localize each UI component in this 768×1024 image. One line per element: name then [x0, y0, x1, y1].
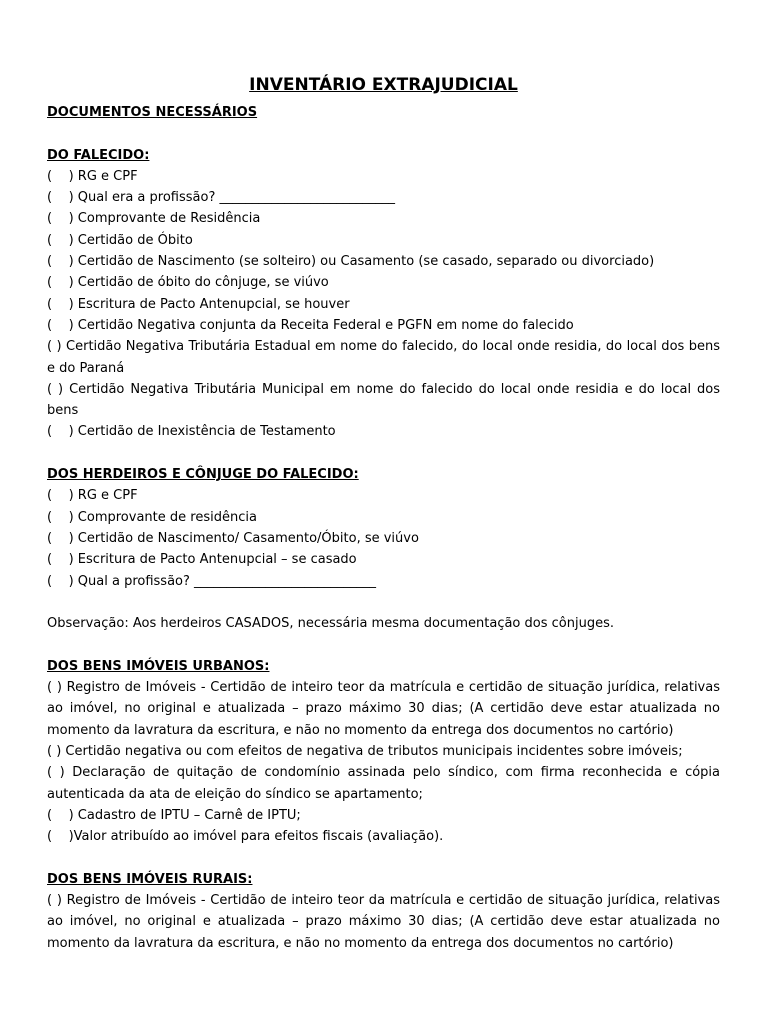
checklist-item: ( ) Certidão Negativa Tributária Municipal em nome do falecido do local onde residia e do local dos bens	[47, 381, 720, 419]
checklist-item: ( ) RG e CPF	[47, 488, 138, 504]
checklist-item: ( ) Certidão Negativa conjunta da Receita Federal e PGFN em nome do falecido	[47, 317, 574, 333]
checklist-item: ( ) Certidão de óbito do cônjuge, se viúvo	[47, 275, 329, 291]
checklist-item: ( ) Comprovante de residência	[47, 509, 257, 525]
checklist-item: ( ) Declaração de quitação de condomínio assinada pelo síndico, com firma reconhecida e cópia autenticada da ata de eleição do síndico se apartamento;	[47, 765, 720, 802]
checklist-item: ( ) Registro de Imóveis - Certidão de inteiro teor da matrícula e certidão de situação jurídica, relativas ao imóvel, no original e atualizada – prazo máximo 30 dias; (A certidão deve estar atualizada no momento da lavratura da escritura, e não no momento da entrega dos documentos no cartório)	[47, 680, 720, 738]
checklist-item: ( ) Qual a profissão? ____________________________	[47, 573, 377, 589]
checklist-item: ( ) RG e CPF	[47, 168, 138, 184]
section-heading: DOS HERDEIROS E CÔNJUGE DO FALECIDO:	[47, 467, 359, 483]
checklist-item: ( ) Certidão de Nascimento/ Casamento/Óbito, se viúvo	[47, 530, 419, 546]
checklist-item: ( ) Certidão Negativa Tributária Estadual em nome do falecido, do local onde residia, do local dos bens e do Paraná	[47, 339, 720, 376]
section-heading: DO FALECIDO:	[47, 147, 150, 163]
checklist-item: ( ) Registro de Imóveis - Certidão de inteiro teor da matrícula e certidão de situação jurídica, relativas ao imóvel, no original e atualizada – prazo máximo 30 dias; (A certidão deve estar atualizada no momento da lavratura da escritura, e não no momento da entrega dos documentos no cartório)	[47, 892, 720, 951]
spacer	[47, 634, 720, 655]
checklist-item: ( ) Comprovante de Residência	[47, 211, 261, 227]
spacer	[47, 123, 720, 144]
document-title: INVENTÁRIO EXTRAJUDICIAL	[249, 75, 518, 95]
checklist-item: ( ) Escritura de Pacto Antenupcial, se houver	[47, 296, 350, 312]
checklist-item: ( )Valor atribuído ao imóvel para efeitos fiscais (avaliação).	[47, 829, 444, 845]
spacer	[47, 443, 720, 464]
checklist-item: ( ) Certidão de Óbito	[47, 232, 193, 248]
spacer	[47, 847, 720, 868]
document-subtitle: DOCUMENTOS NECESSÁRIOS	[47, 105, 258, 120]
observation-note: Observação: Aos herdeiros CASADOS, necessária mesma documentação dos cônjuges.	[47, 616, 614, 632]
checklist-item: ( ) Escritura de Pacto Antenupcial – se casado	[47, 552, 357, 568]
checklist-item: ( ) Certidão de Nascimento (se solteiro) ou Casamento (se casado, separado ou divorciado)	[47, 254, 655, 270]
section-imoveis-rurais	[47, 869, 720, 954]
section-heading: DOS BENS IMÓVEIS RURAIS:	[47, 871, 253, 887]
spacer	[47, 592, 720, 613]
checklist-item: ( ) Qual era a profissão? ___________________________	[47, 190, 395, 206]
checklist-item: ( ) Certidão de Inexistência de Testamento	[47, 424, 336, 440]
section-imoveis-urbanos	[47, 656, 720, 848]
checklist-item: ( ) Certidão negativa ou com efeitos de negativa de tributos municipais incidentes sobre imóveis;	[47, 743, 683, 759]
section-heading: DOS BENS IMÓVEIS URBANOS:	[47, 658, 270, 674]
checklist-item: ( ) Cadastro de IPTU – Carnê de IPTU;	[47, 807, 301, 823]
section-herdeiros	[47, 464, 720, 634]
section-falecido	[47, 145, 720, 443]
